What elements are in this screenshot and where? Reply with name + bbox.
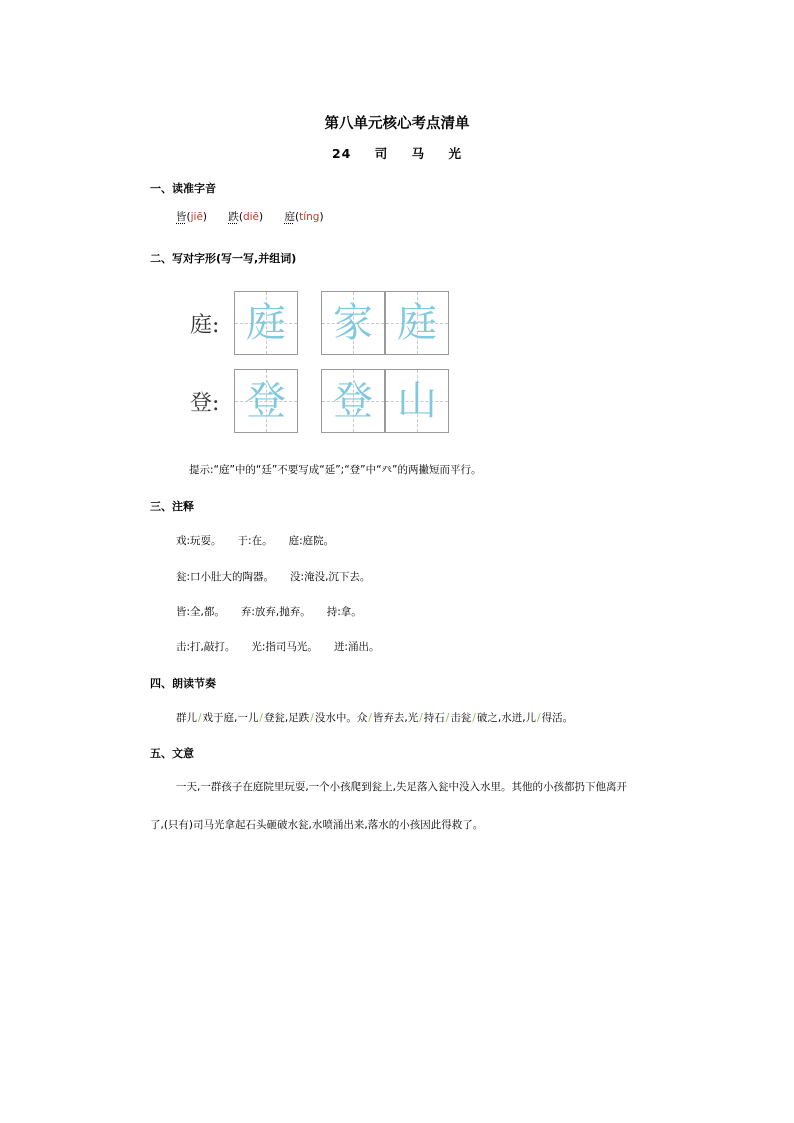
writing-box: 登: [234, 369, 298, 433]
notes-row: 瓮:口小肚大的陶器。 没:淹没,沉下去。: [176, 571, 371, 583]
rhythm-line: 群儿/戏于庭,一儿/登瓮,足跌/没水中。众/皆弃去,光/持石/击瓮/破之,水迸,儿/得活。: [176, 712, 574, 724]
notes-row: 皆:全,都。 弃:放弃,抛弃。 持:拿。: [176, 606, 362, 618]
section-heading-notes: 三、注释: [150, 500, 194, 513]
writing-label: 庭:: [190, 313, 220, 338]
lesson-char: 司: [374, 146, 389, 161]
section-heading-writing: 二、写对字形(写一写,并组词): [150, 252, 297, 265]
section-heading-rhythm: 四、朗读节奏: [150, 677, 216, 690]
lesson-title: [0, 144, 794, 162]
writing-box: 山: [385, 369, 449, 433]
meaning-paragraph: 一天,一群孩子在庭院里玩耍,一个小孩爬到瓮上,失足落入瓮中没入水里。其他的小孩都扔下他离开了,(只有)司马光拿起石头砸破水瓮,水喷涌出来,落水的小孩因此得救了。: [150, 781, 628, 831]
section-heading-meaning: 五、文意: [150, 747, 194, 760]
pinyin-line: [176, 209, 342, 224]
lesson-number: 24: [331, 146, 352, 161]
page-title: 第八单元核心考点清单: [324, 116, 470, 132]
writing-box: 登: [321, 369, 385, 433]
writing-hint: 提示:“庭”中的“廷”不要写成“延”;“登”中“癶”的两撇短而平行。: [189, 464, 482, 476]
lesson-char: 马: [411, 146, 426, 161]
notes-row: 戏:玩耍。 于:在。 庭:庭院。: [176, 535, 335, 547]
writing-box: 庭: [234, 291, 298, 355]
lesson-char: 光: [448, 146, 463, 161]
writing-label: 登:: [190, 391, 220, 416]
notes-row: 击:打,敲打。 光:指司马光。 迸:涌出。: [176, 641, 380, 653]
pinyin-item: 跌(diē): [228, 211, 264, 223]
pinyin-item: 庭(tíng): [284, 211, 324, 223]
writing-box: 庭: [385, 291, 449, 355]
pinyin-item: 皆(jiē): [176, 211, 208, 223]
section-heading-pronunciation: 一、读准字音: [150, 182, 216, 195]
writing-box: 家: [321, 291, 385, 355]
